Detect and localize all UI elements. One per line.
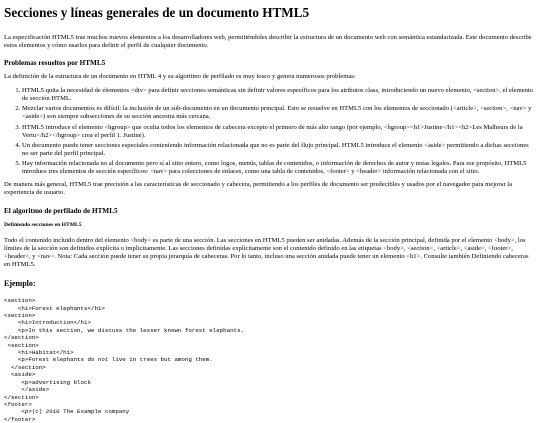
list-item: 2. Mezclar varios documentos es difícil: la inclusión de un sub-documento en un documento principal. Esto se resuelve en HTML5 con los elementos de seccionado (<article>, <section>, <nav> y <aside>) son siempre subsecciones de su sección ancestra más cercana. [22,105,536,121]
problems-list [4,87,536,175]
page-title: Secciones y líneas generales de un documento HTML5 [4,5,310,20]
sections-paragraph: Todo el contenido incluido dentro del elemento <body> es parte de una sección. Las secciones en HTML5 pueden ser anidadas. Además de la sección principal, definida por el elemento <body>, los límites de la sección son definidos explícita o implícitamente. Las secciones definidas explícitamente son el contenido definido en las etiquetas <body>, <section>, <article>, <aside>, <footer>, <header>, y <nav>. Nota: Cada sección puede tener su propia jerarquía de cabeceras. Por lo tanto, incluso una sección anidada puede tener un elemento <h1>. Consulte también Definiendo cabeceras en HTML5. [4,237,529,269]
algorithm-heading: El algoritmo de perfilado de HTML5 [4,206,118,215]
sections-heading: Definiendo secciones en HTML5 [4,221,82,228]
example-heading: Ejemplo: [4,279,36,289]
list-item: 5. Hay información relacionada no al documento pero sí al sitio entero, como logos, menús, tablas de contenidos, o información de derechos de autor y notas legales. Para ese propósito, HTML5 introduce tres elementos de sección específicos: <nav> para colecciones de enlaces, como una tabla de contenidos, <footer> y <header> información relacionada con el sitio. [22,160,536,176]
list-item: 1. HTML5 quita la necesidad de elementos <div> para definir secciones semánticas sin definir valores específicos para los atributos class, introduciendo un nuevo elemento, <section>, el elemento de sección HTML. [22,87,536,103]
summary-paragraph: De manera más general, HTML5 trae precisión a las características de seccionado y cabecera, permitiendo a los perfiles de documento ser predecibles y usados por el navegador para mejorar la experiencia de usuario. [4,180,513,196]
list-item: 4. Un documento puede tener secciones especiales conteniendo información relacionada que no es parte del flujo principal. HTML5 introduce el elemento <aside> permitiendo a dichas secciones no ser parte del perfil principal. [22,142,536,158]
problems-heading: Problemas resueltos por HTML5 [4,58,106,67]
code-example: <section> <h1>Forest elephants</h1> <section> <h1>Introduction</h1> <p>In this section, we discuss the lesser known forest elephants. </section> <section> <h1>Habitat</h1> <p>Forest elephants do not live in trees but among them. </section> <aside> <p>advertising block </aside> </section> <footer> <p>(c) 2010 The Example company </footer> [4,297,245,423]
list-item: 3. HTML5 introduce el elemento <hgroup> que oculta todos los elementos de cabecera excepto el primero de más alto rango (por ejemplo, <hgroup><h1>Justine</h1><h2>Les Malheurs de la Vertu</h2></hgroup> crea el perfil 1. Justine). [22,124,536,140]
intro-paragraph: La especificación HTML5 trae muchos nuevos elementos a los desarrolladores web, permitiéndoles describir la estructura de un documento web con semántica estandarizada. Este documento describe estos elementos y cómo usarlos para definir el perfil de cualquier documento. [4,33,532,49]
problems-intro: La definición de la estructura de un documento en HTML 4 y su algoritmo de perfilado es muy tosco y genera numerosos problemas: [4,73,356,81]
